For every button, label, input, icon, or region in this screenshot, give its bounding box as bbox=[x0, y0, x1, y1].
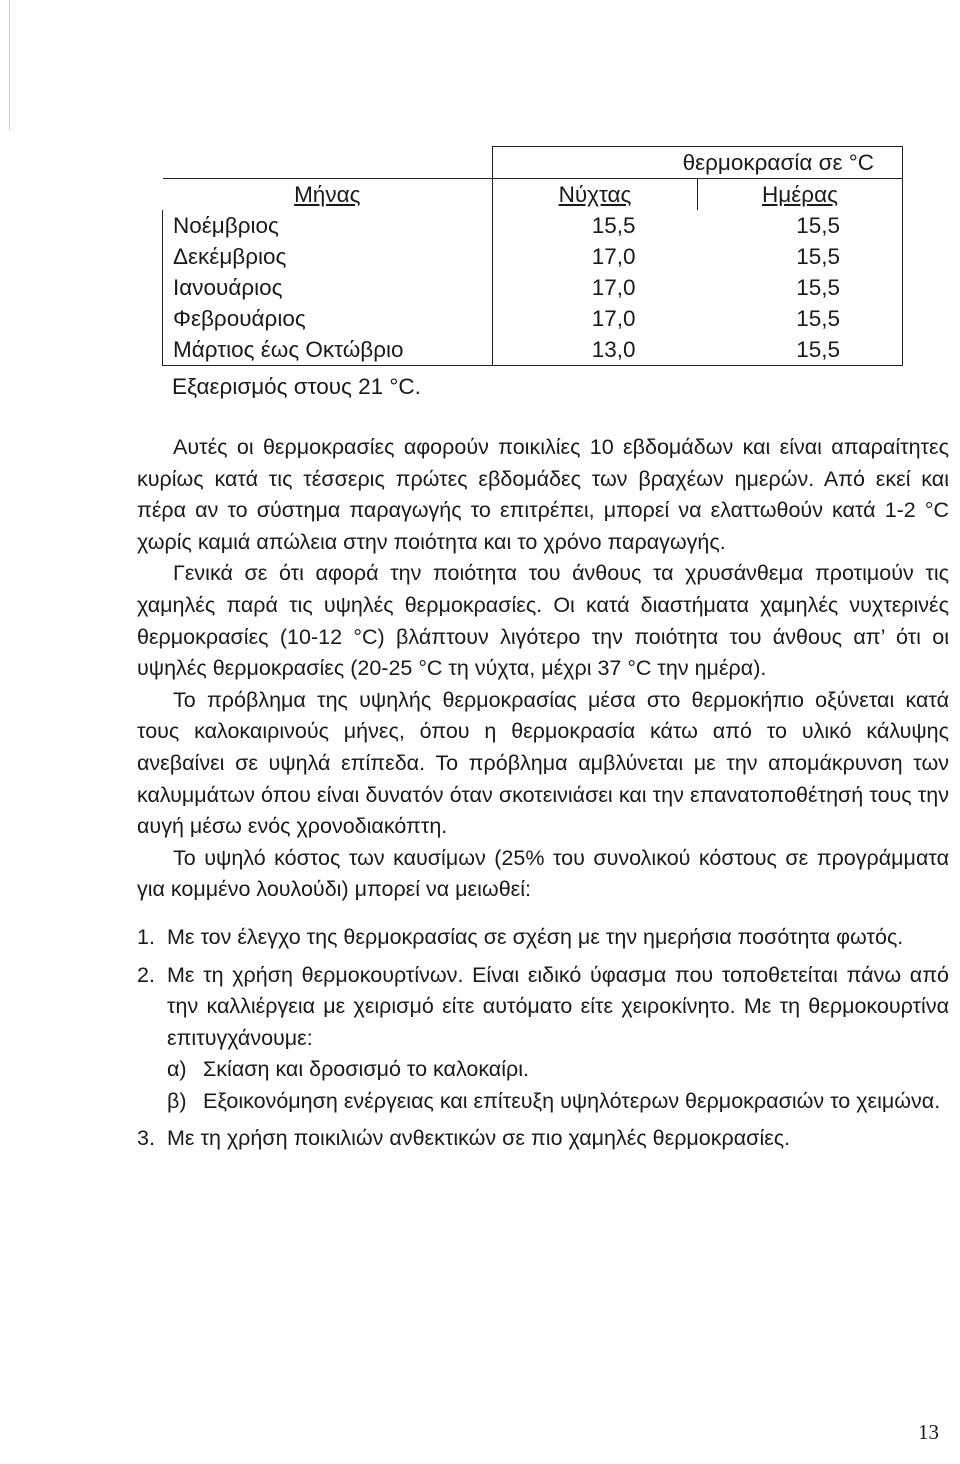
paragraph-4: Το υψηλό κόστος των καυσίμων (25% του συνολικού κόστους σε προγράμματα για κομμένο λουλούδι) μπορεί να μειωθεί: bbox=[137, 845, 949, 902]
temperature-table bbox=[162, 146, 903, 366]
sub-list-text: Εξοικονόμηση ενέργειας και επίτευξη υψηλότερων θερμοκρασιών το χειμώνα. bbox=[203, 1088, 941, 1113]
header-night: Νύχτας bbox=[493, 179, 698, 211]
cell-month: Νοέμβριος bbox=[163, 210, 493, 241]
sub-list-item bbox=[167, 1086, 949, 1118]
scan-margin-line bbox=[9, 0, 10, 130]
paragraph-1: Αυτές οι θερμοκρασίες αφορούν ποικιλίες 10 εβδομάδων και είναι απαραίτητες κυρίως κατά τις τέσσερις πρώτες εβδομάδες των βραχέων ημερών. Από εκεί και πέρα αν το σύστημα παραγωγής το επιτρέπει, μπορεί να ελαττωθούν κατά 1-2 °C χωρίς καμιά απώλεια στην ποιότητα και το χρόνο παραγωγής. bbox=[137, 435, 949, 554]
list-item-number: 3. bbox=[137, 1126, 155, 1151]
ventilation-note: Εξαερισμός στους 21 °C. bbox=[172, 374, 421, 399]
list-item bbox=[137, 960, 949, 1118]
cell-month: Δεκέμβριος bbox=[163, 241, 493, 272]
sub-list-label: α) bbox=[167, 1057, 187, 1082]
cell-month: Μάρτιος έως Οκτώβριο bbox=[163, 334, 493, 366]
cell-day: 15,5 bbox=[698, 272, 903, 303]
table-row bbox=[163, 303, 903, 334]
list-item-text: Με τη χρήση ποικιλιών ανθεκτικών σε πιο χαμηλές θερμοκρασίες. bbox=[167, 1126, 791, 1151]
cell-day: 15,5 bbox=[698, 334, 903, 366]
list-item bbox=[137, 1123, 949, 1155]
cell-month: Ιανουάριος bbox=[163, 272, 493, 303]
list-item bbox=[137, 922, 949, 954]
paragraph-2: Γενικά σε ότι αφορά την ποιότητα του άνθους τα χρυσάνθεμα προτιμούν τις χαμηλές παρά τις υψηλές θερμοκρασίες. Οι κατά διαστήματα χαμηλές νυχτερινές θερμοκρασίες (10-12 °C) βλάπτουν λιγότερο την ποιότητα του άνθους απ’ ότι οι υψηλές θερμοκρασίες (20-25 °C τη νύχτα, μέχρι 37 °C την ημέρα). bbox=[137, 561, 949, 681]
table-row bbox=[163, 334, 903, 366]
list-item-text: Με τον έλεγχο της θερμοκρασίας σε σχέση με την ημερήσια ποσότητα φωτός. bbox=[167, 924, 904, 949]
sub-list bbox=[167, 1054, 949, 1117]
cell-night: 17,0 bbox=[493, 241, 698, 272]
cell-night: 17,0 bbox=[493, 303, 698, 334]
table-row bbox=[163, 210, 903, 241]
header-day: Ημέρας bbox=[698, 179, 903, 211]
header-month: Μήνας bbox=[163, 179, 493, 211]
list-item-text: Με τη χρήση θερμοκουρτίνων. Είναι ειδικό ύφασμα που τοποθετείται πάνω από την καλλιέργεια με χειρισμό είτε αυτόματο είτε χειροκίνητο. Με τη θερμοκουρτίνα επιτυγχάνουμε: bbox=[167, 962, 949, 1050]
body-text bbox=[137, 432, 949, 1155]
measures-list bbox=[137, 922, 949, 1155]
sub-list-item bbox=[167, 1054, 949, 1086]
table-row bbox=[163, 272, 903, 303]
cell-day: 15,5 bbox=[698, 210, 903, 241]
table-row bbox=[163, 241, 903, 272]
cell-night: 13,0 bbox=[493, 334, 698, 366]
list-item-number: 2. bbox=[137, 962, 155, 987]
table-header-row bbox=[163, 179, 903, 211]
page-number: 13 bbox=[918, 1420, 939, 1444]
cell-day: 15,5 bbox=[698, 303, 903, 334]
list-item-number: 1. bbox=[137, 924, 155, 949]
sub-list-text: Σκίαση και δροσισμό το καλοκαίρι. bbox=[203, 1057, 529, 1082]
cell-night: 15,5 bbox=[493, 210, 698, 241]
paragraph-3: Το πρόβλημα της υψηλής θερμοκρασίας μέσα στο θερμοκήπιο οξύνεται κατά τους καλοκαιρινούς μήνες, όπου η θερμοκρασία κάτω από το υλικό κάλυψης ανεβαίνει σε υψηλά επίπεδα. Το πρόβλημα αμβλύνεται με την απομάκρυνση των καλυμμάτων όπου είναι δυνατόν όταν σκοτεινιάσει και την επανατοποθέτησή τους την αυγή μέσω ενός χρονοδιακόπτη. bbox=[137, 687, 949, 839]
list-item-body bbox=[167, 960, 949, 1118]
table-group-header: θερμοκρασία σε °C bbox=[493, 147, 903, 179]
table-group-header-row bbox=[163, 147, 903, 179]
cell-month: Φεβρουάριος bbox=[163, 303, 493, 334]
cell-night: 17,0 bbox=[493, 272, 698, 303]
sub-list-label: β) bbox=[167, 1088, 187, 1113]
cell-day: 15,5 bbox=[698, 241, 903, 272]
